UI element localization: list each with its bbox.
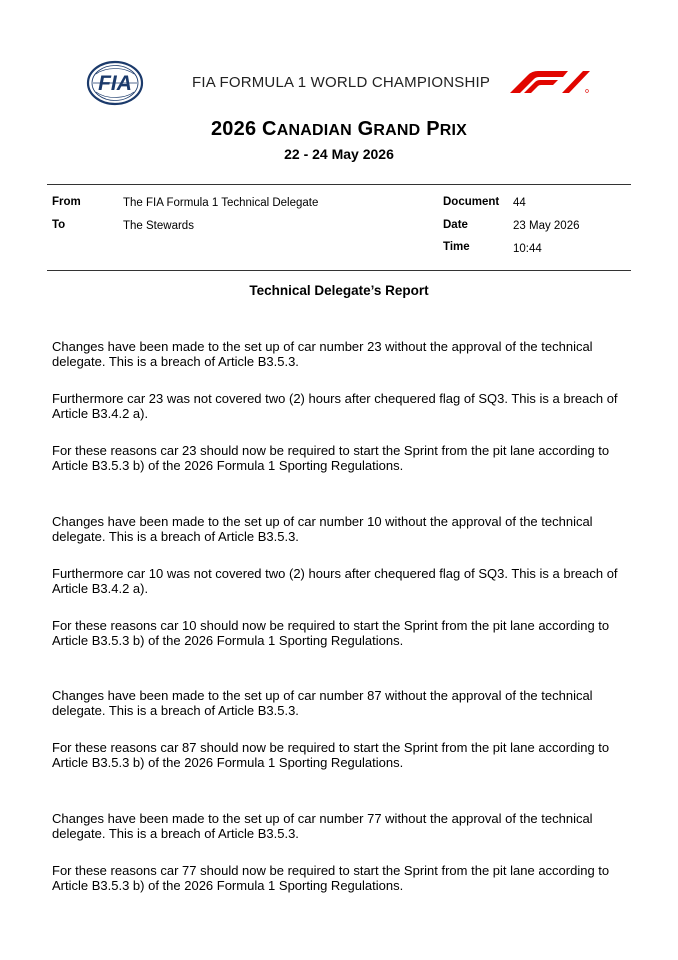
event-title-rest: RAND bbox=[373, 122, 421, 139]
paragraph: Changes have been made to the set up of car number 23 without the approval of the technical delegate. This is a breach of Article B3.5.3. bbox=[52, 339, 593, 369]
fia-logo bbox=[86, 60, 144, 106]
paragraph: Changes have been made to the set up of car number 87 without the approval of the technical delegate. This is a breach of Article B3.5.3. bbox=[52, 688, 593, 718]
from-value: The FIA Formula 1 Technical Delegate bbox=[123, 197, 319, 209]
document-value: 44 bbox=[513, 197, 526, 209]
event-title-rest: RIX bbox=[439, 122, 468, 139]
time-value: 10:44 bbox=[513, 243, 542, 255]
paragraph: Furthermore car 10 was not covered two (2) hours after chequered flag of SQ3. This is a breach of Article B3.4.2 a). bbox=[52, 566, 618, 596]
date-label: Date bbox=[443, 219, 468, 231]
time-label: Time bbox=[443, 241, 470, 253]
event-title-cap: C bbox=[262, 118, 277, 140]
divider-bottom bbox=[47, 270, 631, 271]
date-value: 23 May 2026 bbox=[513, 220, 580, 232]
fia-logo-text: FIA bbox=[98, 72, 132, 95]
event-title-cap: G bbox=[357, 118, 374, 140]
divider-top bbox=[47, 184, 631, 185]
event-title-cap: P bbox=[426, 118, 440, 140]
paragraph: Furthermore car 23 was not covered two (2) hours after chequered flag of SQ3. This is a breach of Article B3.4.2 a). bbox=[52, 391, 618, 421]
event-title-rest: ANADIAN bbox=[276, 122, 352, 139]
from-label: From bbox=[52, 196, 81, 208]
paragraph: For these reasons car 77 should now be required to start the Sprint from the pit lane according to Article B3.5.3 b) of the 2026 Formula 1 Sporting Regulations. bbox=[52, 863, 610, 893]
event-dates: 22 - 24 May 2026 bbox=[284, 146, 394, 162]
to-label: To bbox=[52, 219, 66, 231]
paragraph: For these reasons car 10 should now be required to start the Sprint from the pit lane according to Article B3.5.3 b) of the 2026 Formula 1 Sporting Regulations. bbox=[52, 618, 610, 648]
paragraph: Changes have been made to the set up of car number 77 without the approval of the technical delegate. This is a breach of Article B3.5.3. bbox=[52, 811, 593, 841]
paragraph: For these reasons car 23 should now be required to start the Sprint from the pit lane according to Article B3.5.3 b) of the 2026 Formula 1 Sporting Regulations. bbox=[52, 443, 610, 473]
document-label: Document bbox=[443, 196, 500, 208]
event-title-year: 2026 bbox=[210, 118, 257, 140]
to-value: The Stewards bbox=[123, 220, 194, 232]
event-title bbox=[0, 118, 678, 141]
championship-name: FIA FORMULA 1 WORLD CHAMPIONSHIP bbox=[192, 74, 491, 91]
f1-logo bbox=[508, 70, 590, 94]
paragraph: Changes have been made to the set up of car number 10 without the approval of the technical delegate. This is a breach of Article B3.5.3. bbox=[52, 514, 593, 544]
report-title: Technical Delegate’s Report bbox=[249, 283, 429, 298]
paragraph: For these reasons car 87 should now be required to start the Sprint from the pit lane according to Article B3.5.3 b) of the 2026 Formula 1 Sporting Regulations. bbox=[52, 740, 610, 770]
